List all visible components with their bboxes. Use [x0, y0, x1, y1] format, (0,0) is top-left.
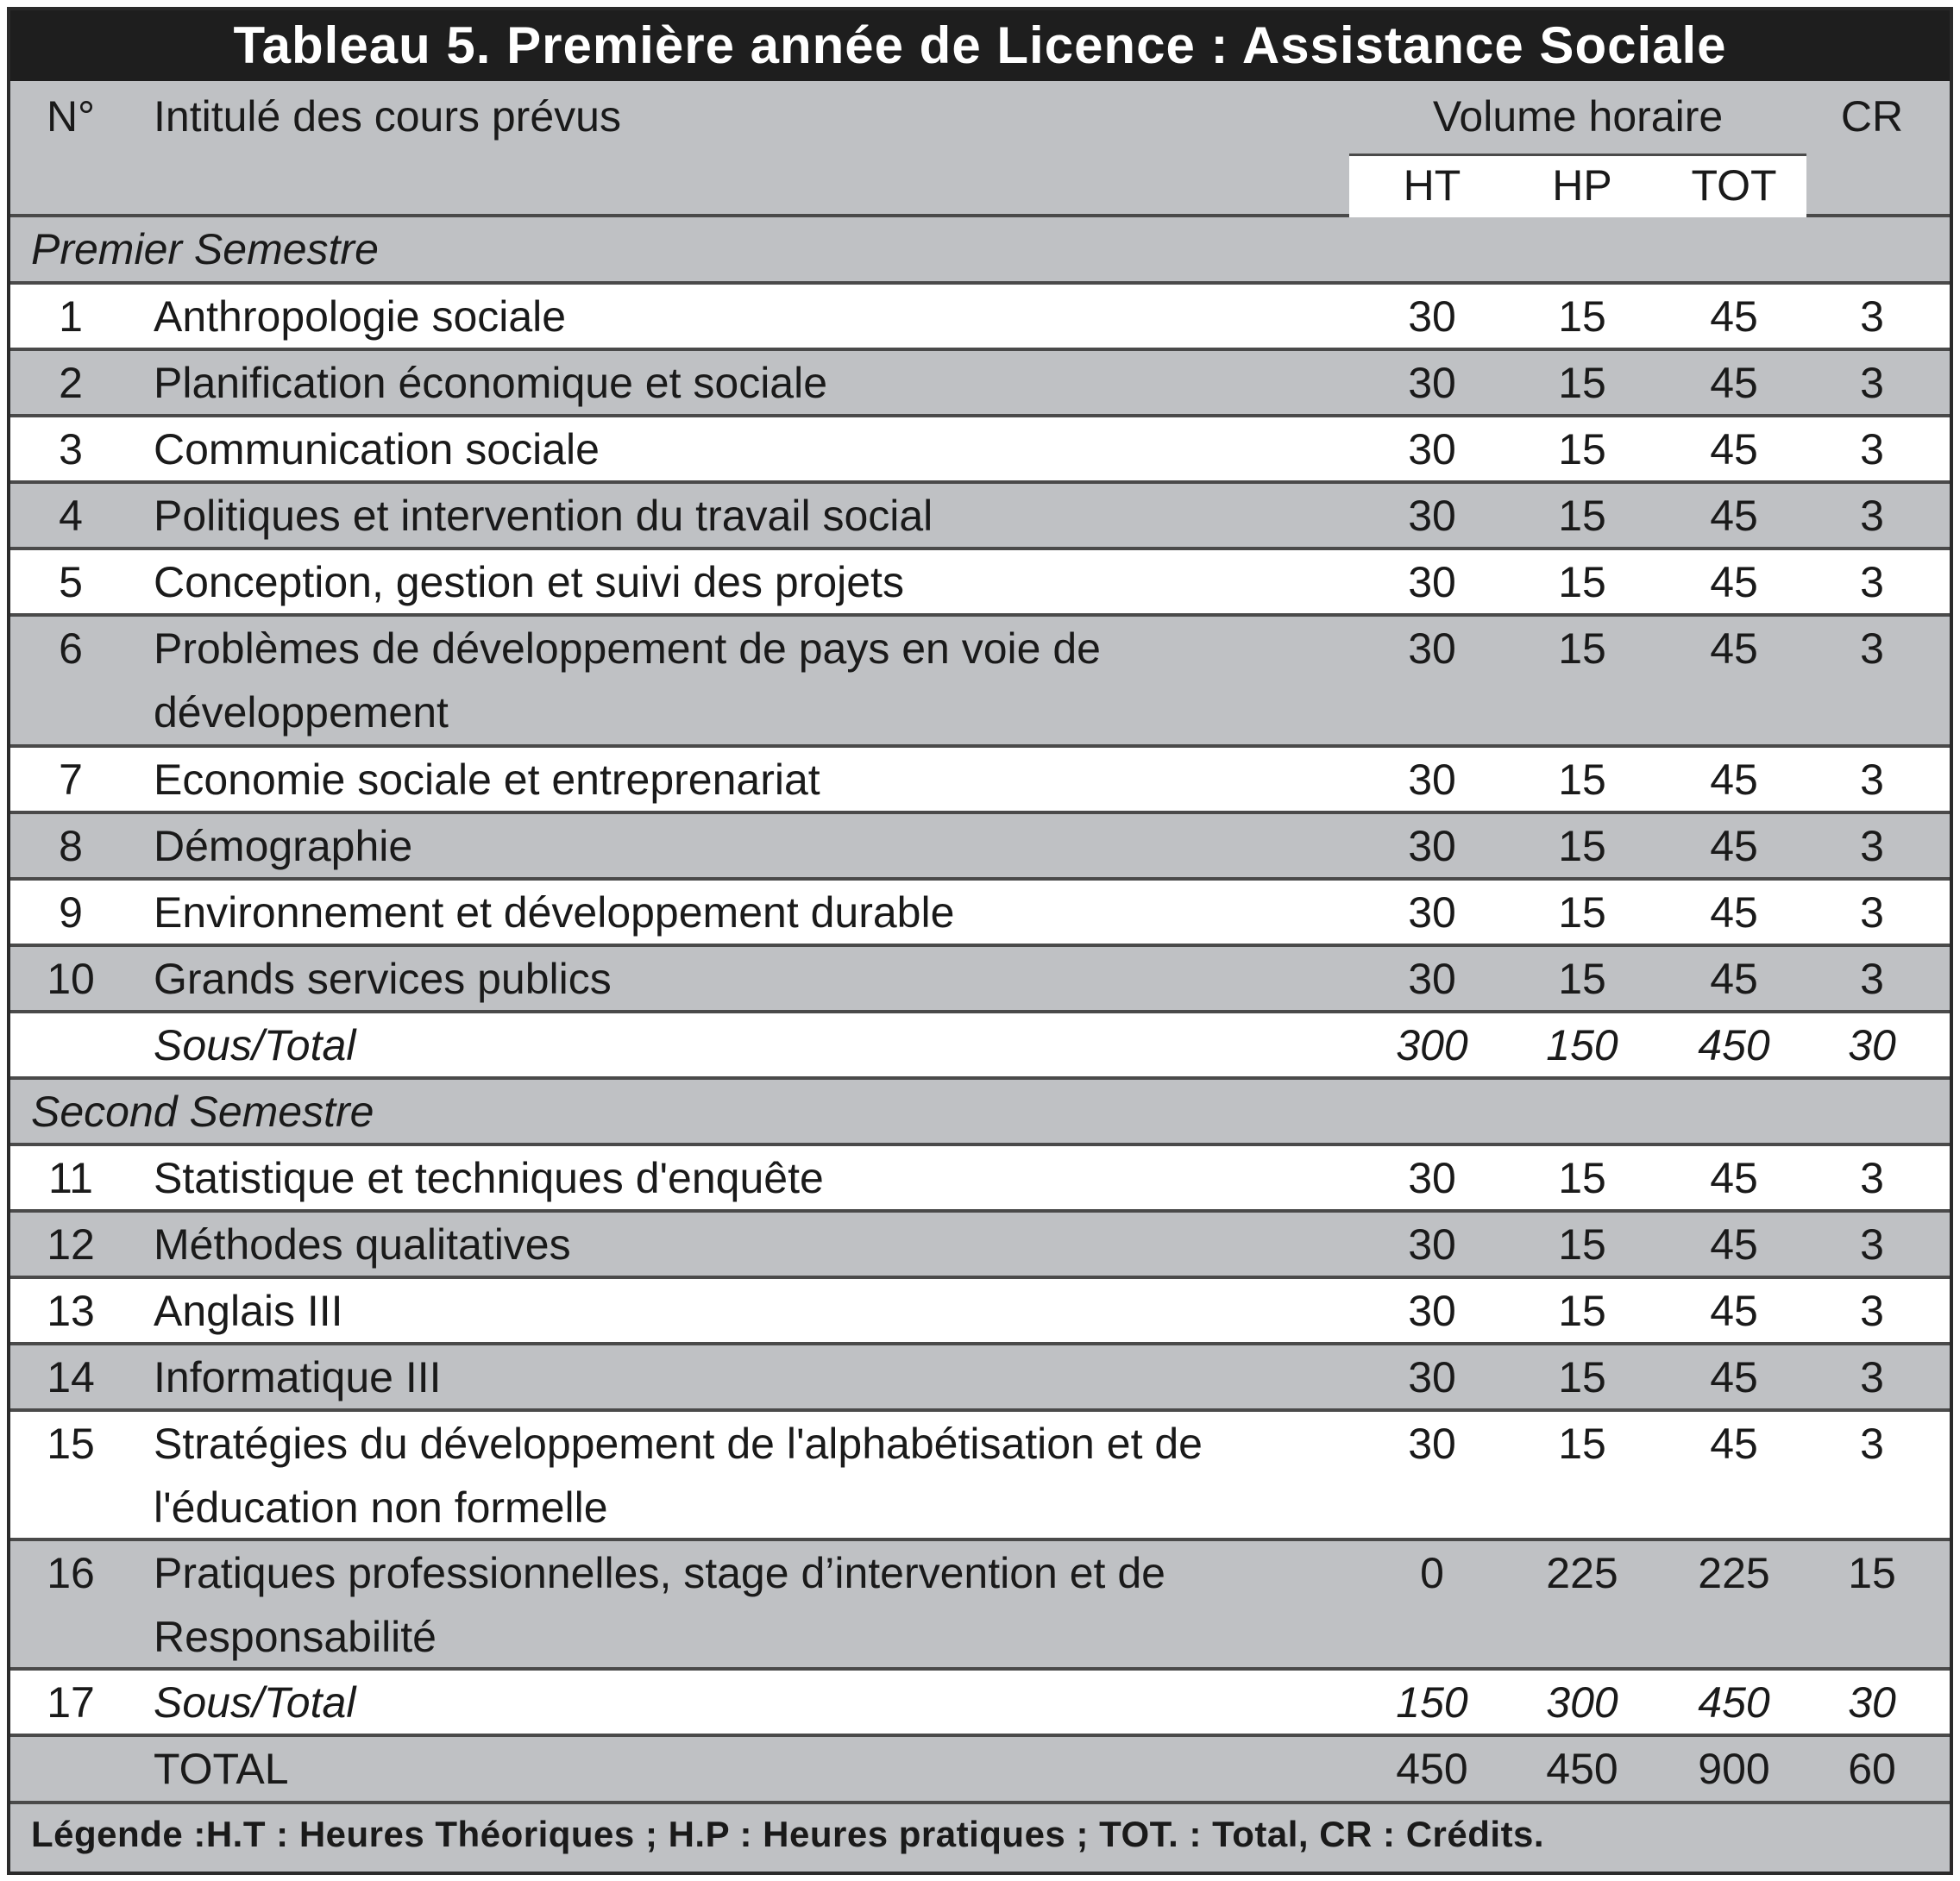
legend: Légende :H.T : Heures Théoriques ; H.P : Heures pratiques ; TOT. : Total, CR : Crédits.	[10, 1804, 1950, 1872]
cell-cr: 15	[1848, 1549, 1896, 1597]
cell-cr: 3	[1860, 425, 1884, 473]
cell-no: 15	[47, 1420, 95, 1468]
cell-cr: 3	[1860, 359, 1884, 407]
header-volume: Volume horaire	[1432, 92, 1724, 141]
cell-course: Informatique III	[154, 1353, 442, 1401]
cell-ht: 30	[1408, 1220, 1456, 1269]
cell-no: 7	[59, 756, 83, 804]
table-row	[10, 1345, 1950, 1412]
cell-cr: 3	[1860, 558, 1884, 606]
subtotal-row	[10, 1013, 1950, 1080]
cell-tot: 45	[1710, 292, 1758, 341]
subtotal-label: Sous/Total	[154, 1678, 356, 1727]
cell-hp: 15	[1558, 558, 1606, 606]
total-tot: 900	[1698, 1745, 1770, 1793]
cell-ht: 0	[1420, 1549, 1444, 1597]
cell-course: Problèmes de développement de pays en voie de développement	[154, 624, 1101, 737]
cell-course: Anglais III	[154, 1287, 343, 1335]
cell-no: 10	[47, 955, 95, 1003]
cell-tot: 45	[1710, 1154, 1758, 1202]
course-table	[7, 7, 1953, 1875]
total-row	[10, 1737, 1950, 1804]
cell-ht: 30	[1408, 359, 1456, 407]
cell-tot: 45	[1710, 822, 1758, 870]
cell-no: 13	[47, 1287, 95, 1335]
header-no: N°	[46, 92, 96, 141]
cell-no: 3	[59, 425, 83, 473]
cell-no: 1	[59, 292, 83, 341]
cell-tot: 45	[1710, 1287, 1758, 1335]
cell-no: 5	[59, 558, 83, 606]
cell-hp: 15	[1558, 888, 1606, 937]
subtotal-cr: 30	[1848, 1678, 1896, 1727]
header-cr: CR	[1840, 92, 1904, 141]
cell-course: Economie sociale et entreprenariat	[154, 756, 820, 804]
header-hp: HP	[1552, 161, 1612, 210]
cell-cr: 3	[1860, 1420, 1884, 1468]
cell-tot: 45	[1710, 624, 1758, 673]
cell-course: Communication sociale	[154, 425, 600, 473]
cell-cr: 3	[1860, 756, 1884, 804]
cell-cr: 3	[1860, 955, 1884, 1003]
cell-tot: 45	[1710, 425, 1758, 473]
cell-ht: 30	[1408, 1154, 1456, 1202]
section-label: Second Semestre	[31, 1088, 374, 1136]
cell-no: 8	[59, 822, 83, 870]
cell-course: Pratiques professionnelles, stage d’intervention et de Responsabilité	[154, 1549, 1165, 1661]
section-label: Premier Semestre	[31, 225, 379, 273]
total-ht: 450	[1396, 1745, 1468, 1793]
cell-ht: 30	[1408, 292, 1456, 341]
subtotal-ht: 150	[1396, 1678, 1468, 1727]
cell-hp: 15	[1558, 624, 1606, 673]
table-row	[10, 417, 1950, 484]
table-row	[10, 881, 1950, 947]
cell-ht: 30	[1408, 756, 1456, 804]
section-semester-1	[10, 217, 1950, 285]
subtotal-row	[10, 1671, 1950, 1737]
cell-course: Démographie	[154, 822, 413, 870]
table-row	[10, 550, 1950, 617]
cell-ht: 30	[1408, 1287, 1456, 1335]
table-row	[10, 814, 1950, 881]
cell-ht: 30	[1408, 425, 1456, 473]
subtotal-label: Sous/Total	[154, 1021, 356, 1069]
cell-tot: 225	[1698, 1549, 1770, 1597]
cell-ht: 30	[1408, 1353, 1456, 1401]
table-row	[10, 1541, 1950, 1671]
cell-tot: 45	[1710, 492, 1758, 540]
cell-no: 4	[59, 492, 83, 540]
table-row	[10, 285, 1950, 351]
total-hp: 450	[1546, 1745, 1618, 1793]
cell-tot: 45	[1710, 1353, 1758, 1401]
total-cr: 60	[1848, 1745, 1896, 1793]
cell-ht: 30	[1408, 822, 1456, 870]
cell-cr: 3	[1860, 888, 1884, 937]
cell-no: 17	[47, 1678, 95, 1727]
table-title: Tableau 5. Première année de Licence : Assistance Sociale	[10, 10, 1950, 81]
table-row	[10, 1279, 1950, 1345]
table-row	[10, 947, 1950, 1013]
cell-course: Grands services publics	[154, 955, 612, 1003]
cell-cr: 3	[1860, 292, 1884, 341]
cell-tot: 45	[1710, 1420, 1758, 1468]
cell-no: 12	[47, 1220, 95, 1269]
cell-hp: 15	[1558, 492, 1606, 540]
table-row	[10, 617, 1950, 748]
cell-course: Planification économique et sociale	[154, 359, 828, 407]
subtotal-cr: 30	[1848, 1021, 1896, 1069]
cell-tot: 45	[1710, 558, 1758, 606]
subtotal-hp: 150	[1546, 1021, 1618, 1069]
cell-hp: 15	[1558, 425, 1606, 473]
cell-no: 16	[47, 1549, 95, 1597]
subtotal-ht: 300	[1396, 1021, 1468, 1069]
cell-cr: 3	[1860, 822, 1884, 870]
section-semester-2	[10, 1080, 1950, 1146]
cell-cr: 3	[1860, 1287, 1884, 1335]
cell-hp: 15	[1558, 1220, 1606, 1269]
cell-hp: 15	[1558, 292, 1606, 341]
cell-hp: 15	[1558, 1287, 1606, 1335]
table-row	[10, 1412, 1950, 1541]
cell-no: 9	[59, 888, 83, 937]
cell-hp: 15	[1558, 756, 1606, 804]
table-row	[10, 1213, 1950, 1279]
cell-cr: 3	[1860, 1220, 1884, 1269]
cell-tot: 45	[1710, 1220, 1758, 1269]
cell-course: Stratégies du développement de l'alphabétisation et de l'éducation non formelle	[154, 1420, 1203, 1532]
cell-cr: 3	[1860, 1353, 1884, 1401]
cell-tot: 45	[1710, 359, 1758, 407]
cell-course: Statistique et techniques d'enquête	[154, 1154, 824, 1202]
cell-no: 14	[47, 1353, 95, 1401]
cell-no: 2	[59, 359, 83, 407]
cell-tot: 45	[1710, 756, 1758, 804]
cell-hp: 225	[1546, 1549, 1618, 1597]
cell-ht: 30	[1408, 1420, 1456, 1468]
cell-course: Méthodes qualitatives	[154, 1220, 571, 1269]
cell-course: Politiques et intervention du travail social	[154, 492, 933, 540]
cell-hp: 15	[1558, 359, 1606, 407]
cell-ht: 30	[1408, 888, 1456, 937]
header-course: Intitulé des cours prévus	[154, 92, 621, 141]
cell-no: 6	[59, 624, 83, 673]
table-row	[10, 748, 1950, 814]
cell-hp: 15	[1558, 955, 1606, 1003]
table-row	[10, 484, 1950, 550]
cell-ht: 30	[1408, 558, 1456, 606]
table-header	[10, 81, 1950, 217]
cell-ht: 30	[1408, 492, 1456, 540]
cell-cr: 3	[1860, 1154, 1884, 1202]
cell-ht: 30	[1408, 624, 1456, 673]
cell-cr: 3	[1860, 624, 1884, 673]
header-ht: HT	[1403, 161, 1461, 210]
cell-course: Environnement et développement durable	[154, 888, 955, 937]
total-label: TOTAL	[154, 1745, 289, 1793]
cell-hp: 15	[1558, 1353, 1606, 1401]
cell-hp: 15	[1558, 822, 1606, 870]
cell-tot: 45	[1710, 955, 1758, 1003]
cell-tot: 45	[1710, 888, 1758, 937]
cell-ht: 30	[1408, 955, 1456, 1003]
cell-course: Conception, gestion et suivi des projets	[154, 558, 904, 606]
subtotal-tot: 450	[1698, 1021, 1770, 1069]
table-row	[10, 351, 1950, 417]
cell-cr: 3	[1860, 492, 1884, 540]
header-tot: TOT	[1691, 161, 1777, 210]
cell-hp: 15	[1558, 1154, 1606, 1202]
subtotal-tot: 450	[1698, 1678, 1770, 1727]
subtotal-hp: 300	[1546, 1678, 1618, 1727]
cell-no: 11	[48, 1154, 93, 1202]
cell-hp: 15	[1558, 1420, 1606, 1468]
cell-course: Anthropologie sociale	[154, 292, 567, 341]
table-row	[10, 1146, 1950, 1213]
